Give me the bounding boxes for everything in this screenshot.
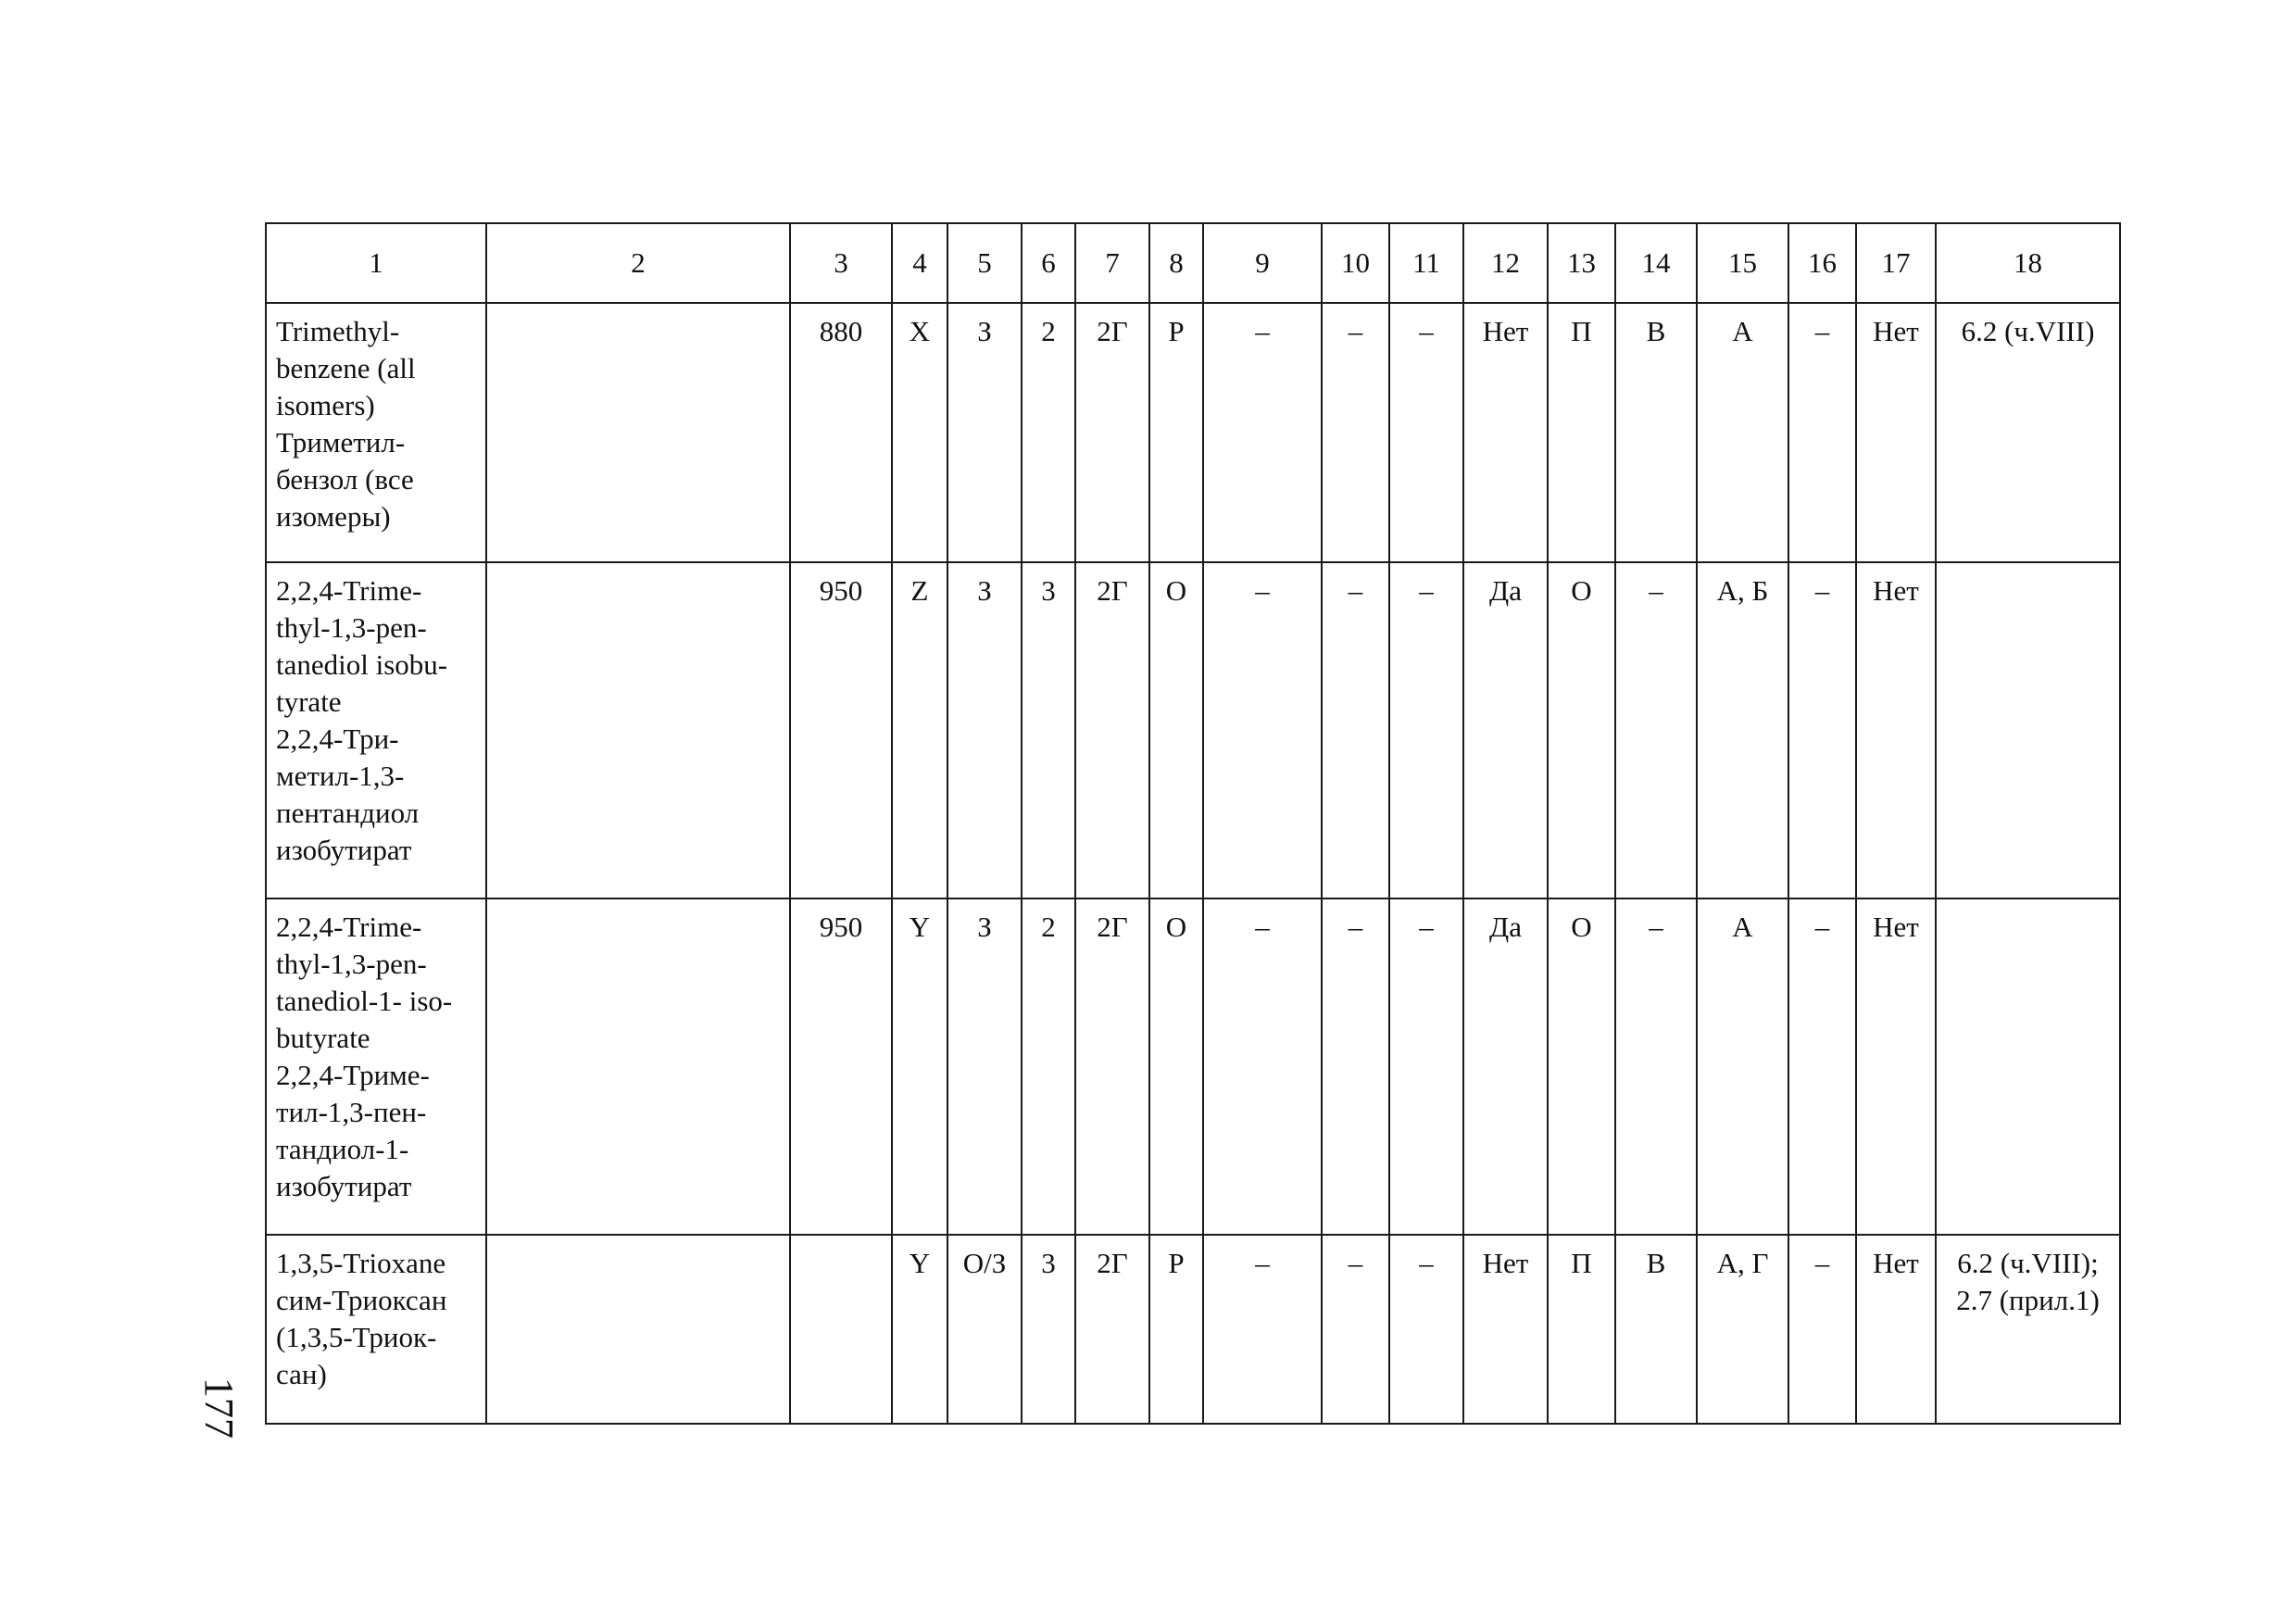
header-cell: 6 — [1022, 223, 1075, 303]
table-cell: А — [1697, 303, 1788, 562]
table-cell: 2Г — [1075, 1235, 1149, 1424]
table-cell: Нет — [1856, 303, 1936, 562]
table-cell: – — [1788, 898, 1856, 1235]
table-cell: 2Г — [1075, 562, 1149, 898]
table-cell: Р — [1149, 303, 1203, 562]
header-cell: 4 — [892, 223, 947, 303]
header-cell: 10 — [1322, 223, 1389, 303]
table-cell: О — [1548, 562, 1615, 898]
header-cell: 7 — [1075, 223, 1149, 303]
header-cell: 5 — [947, 223, 1022, 303]
table-cell: – — [1788, 303, 1856, 562]
substance-name-cell: Trimethyl- benzene (all isomers) Триметил- бензол (все изомеры) — [266, 303, 486, 562]
table-cell: Да — [1463, 898, 1548, 1235]
header-cell: 14 — [1615, 223, 1697, 303]
table-cell: В — [1615, 303, 1697, 562]
header-cell: 12 — [1463, 223, 1548, 303]
header-cell: 2 — [486, 223, 790, 303]
table-cell: 880 — [790, 303, 892, 562]
table-cell: 950 — [790, 898, 892, 1235]
table-cell: З — [947, 562, 1022, 898]
table-cell: Нет — [1463, 1235, 1548, 1424]
table-cell: 3 — [1022, 1235, 1075, 1424]
table-cell: А, Б — [1697, 562, 1788, 898]
table-cell: О/З — [947, 1235, 1022, 1424]
table-cell: З — [947, 303, 1022, 562]
table-cell — [486, 562, 790, 898]
header-cell: 17 — [1856, 223, 1936, 303]
page-number: 177 — [196, 1377, 242, 1439]
table-cell: 3 — [1022, 562, 1075, 898]
table-cell: В — [1615, 1235, 1697, 1424]
table-cell: – — [1389, 303, 1463, 562]
substance-name-cell: 2,2,4-Trime- thyl-1,3-pen- tanediol-1- iso- butyrate 2,2,4-Триме- тил-1,3-пен- тандиол-1- изобутират — [266, 898, 486, 1235]
header-cell: 1 — [266, 223, 486, 303]
table-cell: X — [892, 303, 947, 562]
notes-cell — [1936, 898, 2120, 1235]
table-cell: – — [1322, 1235, 1389, 1424]
table-cell: – — [1203, 303, 1322, 562]
table-cell: Y — [892, 898, 947, 1235]
table-cell: 2 — [1022, 898, 1075, 1235]
header-cell: 9 — [1203, 223, 1322, 303]
table-cell: Нет — [1856, 898, 1936, 1235]
notes-cell — [1936, 562, 2120, 898]
table-cell: – — [1389, 562, 1463, 898]
table-cell — [486, 898, 790, 1235]
table-cell: О — [1149, 898, 1203, 1235]
table-cell: – — [1615, 562, 1697, 898]
table-cell: 950 — [790, 562, 892, 898]
table-cell: – — [1389, 1235, 1463, 1424]
table-row — [266, 303, 2120, 562]
table-cell: 2Г — [1075, 898, 1149, 1235]
table-cell: Y — [892, 1235, 947, 1424]
table-cell: – — [1322, 562, 1389, 898]
table-cell: З — [947, 898, 1022, 1235]
header-cell: 15 — [1697, 223, 1788, 303]
table-cell: Z — [892, 562, 947, 898]
table-cell: 2 — [1022, 303, 1075, 562]
table-cell: Нет — [1463, 303, 1548, 562]
notes-cell: 6.2 (ч.VIII); 2.7 (прил.1) — [1936, 1235, 2120, 1424]
table-cell: Да — [1463, 562, 1548, 898]
substance-table — [265, 222, 2121, 1425]
header-cell: 16 — [1788, 223, 1856, 303]
table-cell: А — [1697, 898, 1788, 1235]
header-cell: 11 — [1389, 223, 1463, 303]
table-row — [266, 562, 2120, 898]
table-cell: О — [1149, 562, 1203, 898]
table-cell: А, Г — [1697, 1235, 1788, 1424]
table-cell: Р — [1149, 1235, 1203, 1424]
header-cell: 8 — [1149, 223, 1203, 303]
table-cell: 2Г — [1075, 303, 1149, 562]
substance-name-cell: 2,2,4-Trime- thyl-1,3-pen- tanediol isobu- tyrate 2,2,4-Три- метил-1,3- пентандиол изобутират — [266, 562, 486, 898]
table-cell: – — [1389, 898, 1463, 1235]
table-cell: – — [1788, 562, 1856, 898]
table-cell: П — [1548, 303, 1615, 562]
header-cell: 13 — [1548, 223, 1615, 303]
notes-cell: 6.2 (ч.VIII) — [1936, 303, 2120, 562]
table-cell: – — [1203, 1235, 1322, 1424]
table-cell — [486, 303, 790, 562]
table-row — [266, 1235, 2120, 1424]
header-cell: 18 — [1936, 223, 2120, 303]
header-row — [266, 223, 2120, 303]
substance-name-cell: 1,3,5-Trioxane сим-Триоксан (1,3,5-Триок- сан) — [266, 1235, 486, 1424]
table-cell: – — [1615, 898, 1697, 1235]
table-cell: О — [1548, 898, 1615, 1235]
header-cell: 3 — [790, 223, 892, 303]
table-cell: – — [1203, 898, 1322, 1235]
table-cell: Нет — [1856, 562, 1936, 898]
table-cell: Нет — [1856, 1235, 1936, 1424]
table-cell: – — [1322, 303, 1389, 562]
table-cell — [790, 1235, 892, 1424]
table-row — [266, 898, 2120, 1235]
table-cell: П — [1548, 1235, 1615, 1424]
table-cell: – — [1322, 898, 1389, 1235]
table-cell — [486, 1235, 790, 1424]
table-cell: – — [1203, 562, 1322, 898]
table-cell: – — [1788, 1235, 1856, 1424]
